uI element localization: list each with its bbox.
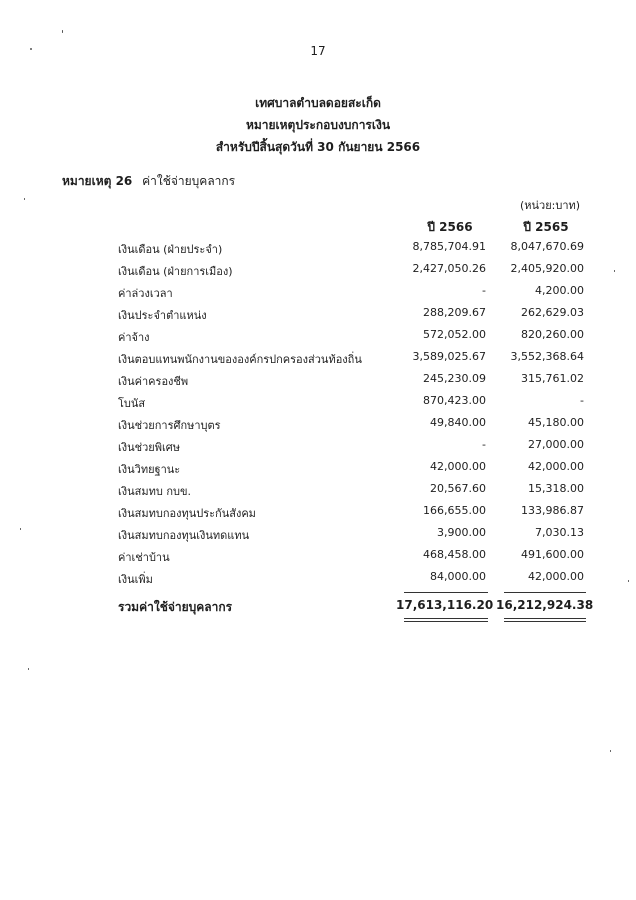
row-description: ค่าจ้าง bbox=[118, 331, 150, 344]
scan-speck bbox=[62, 30, 63, 33]
double-underline-2565-top bbox=[504, 618, 586, 619]
double-underline-2566-bottom bbox=[404, 621, 488, 622]
row-description: เงินช่วยการศึกษาบุตร bbox=[118, 419, 221, 432]
note-heading bbox=[62, 172, 235, 191]
row-value-2565: 491,600.00 bbox=[521, 548, 584, 561]
table-row bbox=[0, 372, 636, 394]
scan-speck bbox=[614, 270, 615, 272]
row-description: เงินค่าครองชีพ bbox=[118, 375, 189, 388]
row-description: โบนัส bbox=[118, 397, 146, 410]
table-row bbox=[0, 394, 636, 416]
row-value-2566: 49,840.00 bbox=[430, 416, 486, 429]
row-value-2565: 7,030.13 bbox=[535, 526, 584, 539]
table-row bbox=[0, 570, 636, 592]
row-value-2565: - bbox=[580, 394, 584, 407]
row-value-2565: 315,761.02 bbox=[521, 372, 584, 385]
document-header bbox=[0, 92, 636, 158]
row-description: ค่าเช่าบ้าน bbox=[118, 551, 170, 564]
row-value-2566: 245,230.09 bbox=[423, 372, 486, 385]
row-value-2565: 15,318.00 bbox=[528, 482, 584, 495]
column-header-2566: ปี 2566 bbox=[427, 220, 473, 234]
note-title: ค่าใช้จ่ายบุคลากร bbox=[142, 174, 236, 188]
table-row bbox=[0, 482, 636, 504]
table-row bbox=[0, 438, 636, 460]
double-underline-2565-bottom bbox=[504, 621, 586, 622]
note-label: หมายเหตุ 26 bbox=[62, 174, 133, 188]
table-row bbox=[0, 526, 636, 548]
table-row bbox=[0, 240, 636, 262]
column-header-2565: ปี 2565 bbox=[523, 220, 569, 234]
scan-speck bbox=[24, 198, 25, 200]
row-description: เงินเดือน (ฝ่ายประจำ) bbox=[118, 243, 223, 256]
row-value-2566: 8,785,704.91 bbox=[412, 240, 486, 253]
table-row bbox=[0, 460, 636, 482]
row-value-2566: 3,589,025.67 bbox=[412, 350, 486, 363]
unit-label: (หน่วย:บาท) bbox=[519, 199, 581, 212]
scan-speck bbox=[28, 668, 29, 670]
period-line: สำหรับปีสิ้นสุดวันที่ 30 กันยายน 2566 bbox=[215, 140, 421, 154]
scan-speck bbox=[628, 580, 629, 582]
document-title: หมายเหตุประกอบงบการเงิน bbox=[245, 118, 391, 132]
row-description: เงินสมทบกองทุนเงินทดแทน bbox=[118, 529, 250, 542]
row-value-2565: 45,180.00 bbox=[528, 416, 584, 429]
page-number: 17 bbox=[310, 44, 326, 58]
row-value-2566: 572,052.00 bbox=[423, 328, 486, 341]
double-underline-2566-top bbox=[404, 618, 488, 619]
total-value-2565: 16,212,924.38 bbox=[496, 598, 594, 612]
total-value-2566: 17,613,116.20 bbox=[396, 598, 494, 612]
row-description: ค่าล่วงเวลา bbox=[118, 287, 173, 300]
row-value-2565: 3,552,368.64 bbox=[510, 350, 584, 363]
row-value-2565: 8,047,670.69 bbox=[510, 240, 584, 253]
table-row bbox=[0, 328, 636, 350]
table-row bbox=[0, 416, 636, 438]
row-value-2565: 133,986.87 bbox=[521, 504, 584, 517]
row-value-2566: 3,900.00 bbox=[437, 526, 486, 539]
scan-speck bbox=[610, 750, 611, 752]
row-description: เงินเดือน (ฝ่ายการเมือง) bbox=[118, 265, 233, 278]
row-value-2565: 262,629.03 bbox=[521, 306, 584, 319]
row-value-2566: 42,000.00 bbox=[430, 460, 486, 473]
total-description: รวมค่าใช้จ่ายบุคลากร bbox=[118, 600, 233, 614]
row-value-2566: 288,209.67 bbox=[423, 306, 486, 319]
row-description: เงินวิทยฐานะ bbox=[118, 463, 181, 476]
row-value-2566: 2,427,050.26 bbox=[412, 262, 486, 275]
row-value-2566: 20,567.60 bbox=[430, 482, 486, 495]
table-row bbox=[0, 262, 636, 284]
subtotal-rule-2566 bbox=[404, 592, 488, 593]
row-value-2565: 2,405,920.00 bbox=[510, 262, 584, 275]
row-value-2566: 870,423.00 bbox=[423, 394, 486, 407]
row-value-2565: 4,200.00 bbox=[535, 284, 584, 297]
row-description: เงินเพิ่ม bbox=[118, 573, 153, 586]
row-description: เงินช่วยพิเศษ bbox=[118, 441, 180, 454]
row-description: เงินประจำตำแหน่ง bbox=[118, 309, 207, 322]
row-value-2566: 468,458.00 bbox=[423, 548, 486, 561]
total-row bbox=[0, 598, 636, 620]
row-value-2566: - bbox=[482, 284, 486, 297]
row-value-2565: 27,000.00 bbox=[528, 438, 584, 451]
table-row bbox=[0, 504, 636, 526]
row-value-2565: 42,000.00 bbox=[528, 570, 584, 583]
organization-name: เทศบาลตำบลดอยสะเก็ด bbox=[255, 96, 381, 110]
row-value-2566: 166,655.00 bbox=[423, 504, 486, 517]
table-row bbox=[0, 350, 636, 372]
row-description: เงินตอบแทนพนักงานขององค์กรปกครองส่วนท้องถิ่น bbox=[118, 353, 362, 366]
table-row bbox=[0, 548, 636, 570]
row-value-2565: 820,260.00 bbox=[521, 328, 584, 341]
scan-speck bbox=[30, 48, 32, 50]
table-row bbox=[0, 284, 636, 306]
table-row bbox=[0, 306, 636, 328]
row-value-2565: 42,000.00 bbox=[528, 460, 584, 473]
row-value-2566: 84,000.00 bbox=[430, 570, 486, 583]
subtotal-rule-2565 bbox=[504, 592, 586, 593]
row-description: เงินสมทบกองทุนประกันสังคม bbox=[118, 507, 256, 520]
row-value-2566: - bbox=[482, 438, 486, 451]
row-description: เงินสมทบ กบข. bbox=[118, 485, 192, 498]
scan-speck bbox=[20, 528, 21, 530]
